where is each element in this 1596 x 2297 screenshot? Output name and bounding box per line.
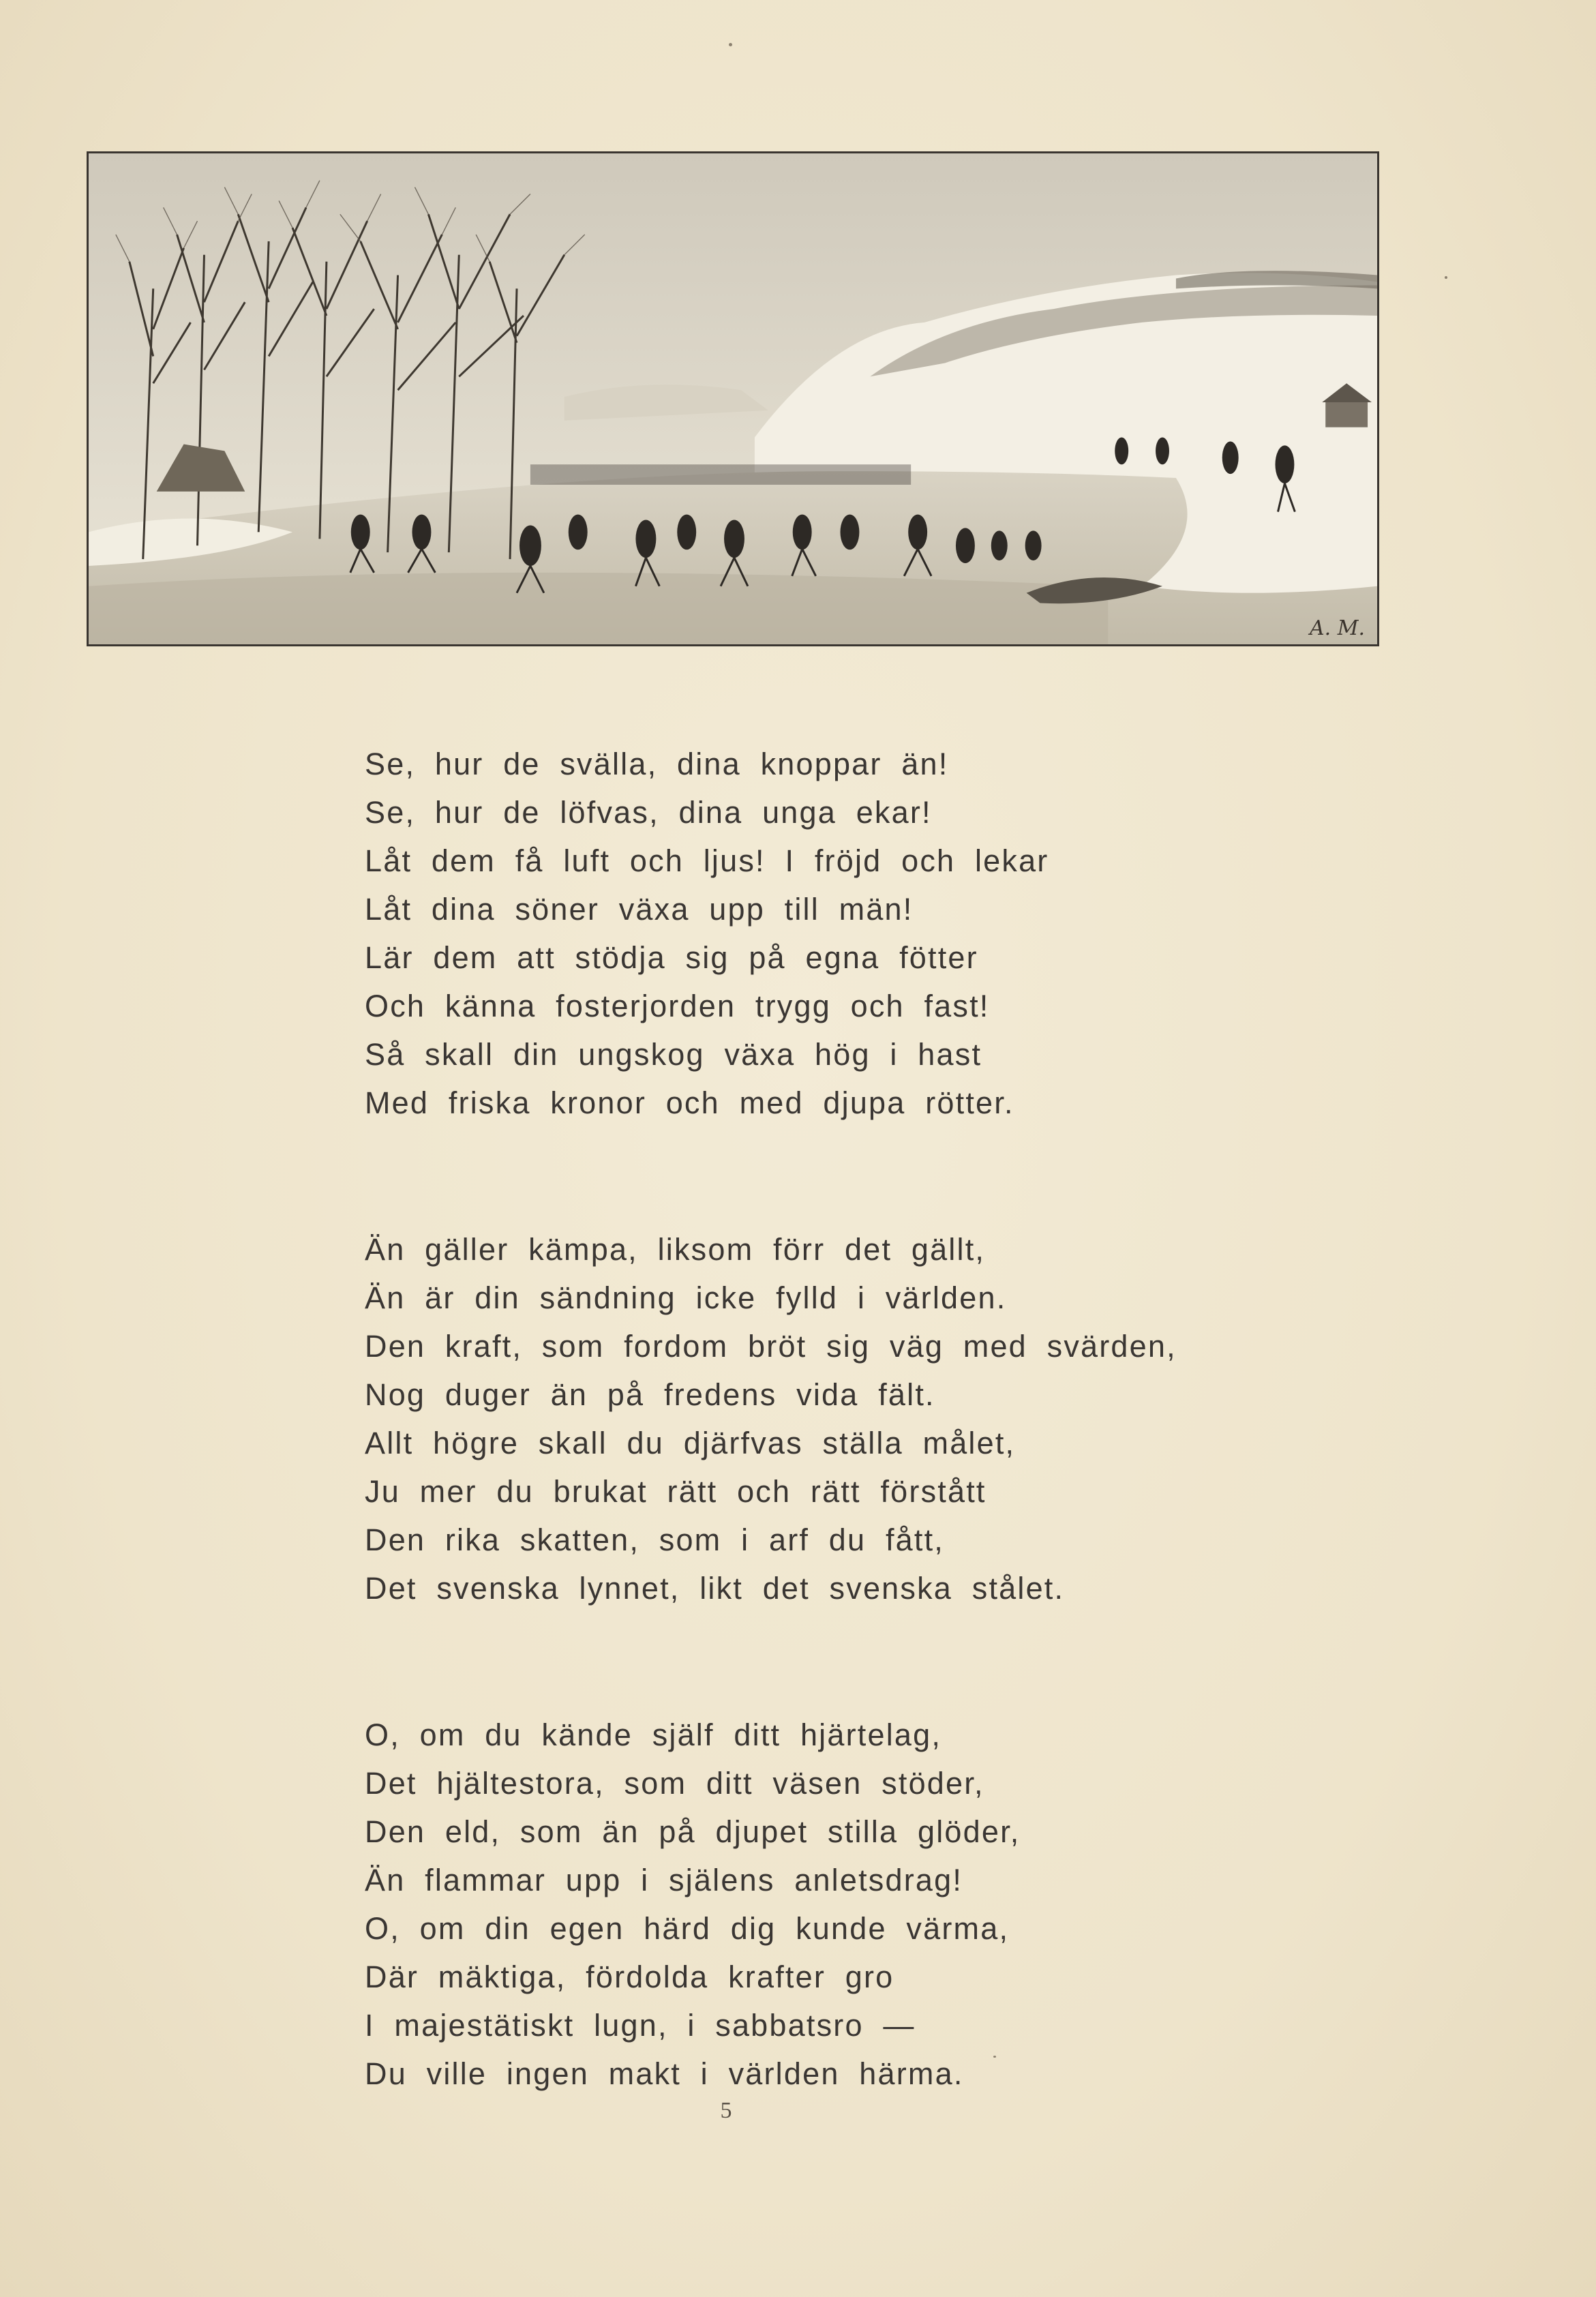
poem xyxy=(365,740,1183,2098)
poem-line: Ju mer du brukat rätt och rätt förstått xyxy=(365,1474,987,1509)
poem-line: Det svenska lynnet, likt det svenska stålet. xyxy=(365,1571,1065,1606)
paper-speck xyxy=(1445,276,1447,279)
poem-line: Den kraft, som fordom bröt sig väg med svärden, xyxy=(365,1329,1177,1364)
skating-scene-drawing xyxy=(89,153,1377,644)
poem-line: Allt högre skall du djärfvas ställa målet, xyxy=(365,1426,1016,1460)
poem-line: Än flammar upp i själens anletsdrag! xyxy=(365,1863,963,1897)
poem-line: O, om din egen härd dig kunde värma, xyxy=(365,1911,1010,1946)
poem-line: Lär dem att stödja sig på egna fötter xyxy=(365,940,978,975)
poem-line: Än gäller kämpa, liksom förr det gällt, xyxy=(365,1232,986,1267)
winter-skating-illustration xyxy=(87,151,1379,646)
poem-line: Det hjältestora, som ditt väsen stöder, xyxy=(365,1766,984,1801)
poem-line: Än är din sändning icke fylld i världen. xyxy=(365,1280,1007,1315)
stanza-2 xyxy=(365,1225,1183,1612)
poem-line: Se, hur de svälla, dina knoppar än! xyxy=(365,747,949,781)
poem-line: O, om du kände själf ditt hjärtelag, xyxy=(365,1717,942,1752)
paper-speck xyxy=(993,2056,996,2058)
poem-line: Där mäktiga, fördolda krafter gro xyxy=(365,1960,894,1994)
poem-line: Se, hur de löfvas, dina unga ekar! xyxy=(365,795,932,830)
poem-line: Låt dem få luft och ljus! I fröjd och lekar xyxy=(365,843,1049,878)
paper-speck xyxy=(729,43,732,46)
poem-line: I majestätiskt lugn, i sabbatsro — xyxy=(365,2008,916,2043)
poem-line: Den rika skatten, som i arf du fått, xyxy=(365,1522,944,1557)
page-number: 5 xyxy=(720,2098,732,2123)
poem-line: Nog duger än på fredens vida fält. xyxy=(365,1377,935,1412)
poem-line: Så skall din ungskog växa hög i hast xyxy=(365,1037,982,1072)
artist-signature: A. M. xyxy=(1310,616,1365,640)
poem-line: Och känna fosterjorden trygg och fast! xyxy=(365,989,990,1023)
poem-line: Den eld, som än på djupet stilla glöder, xyxy=(365,1814,1021,1849)
stanza-3 xyxy=(365,1711,1183,2098)
poem-line: Med friska kronor och med djupa rötter. xyxy=(365,1085,1014,1120)
poem-line: Låt dina söner växa upp till män! xyxy=(365,892,914,927)
stanza-1 xyxy=(365,740,1183,1127)
poem-line: Du ville ingen makt i världen härma. xyxy=(365,2056,964,2091)
